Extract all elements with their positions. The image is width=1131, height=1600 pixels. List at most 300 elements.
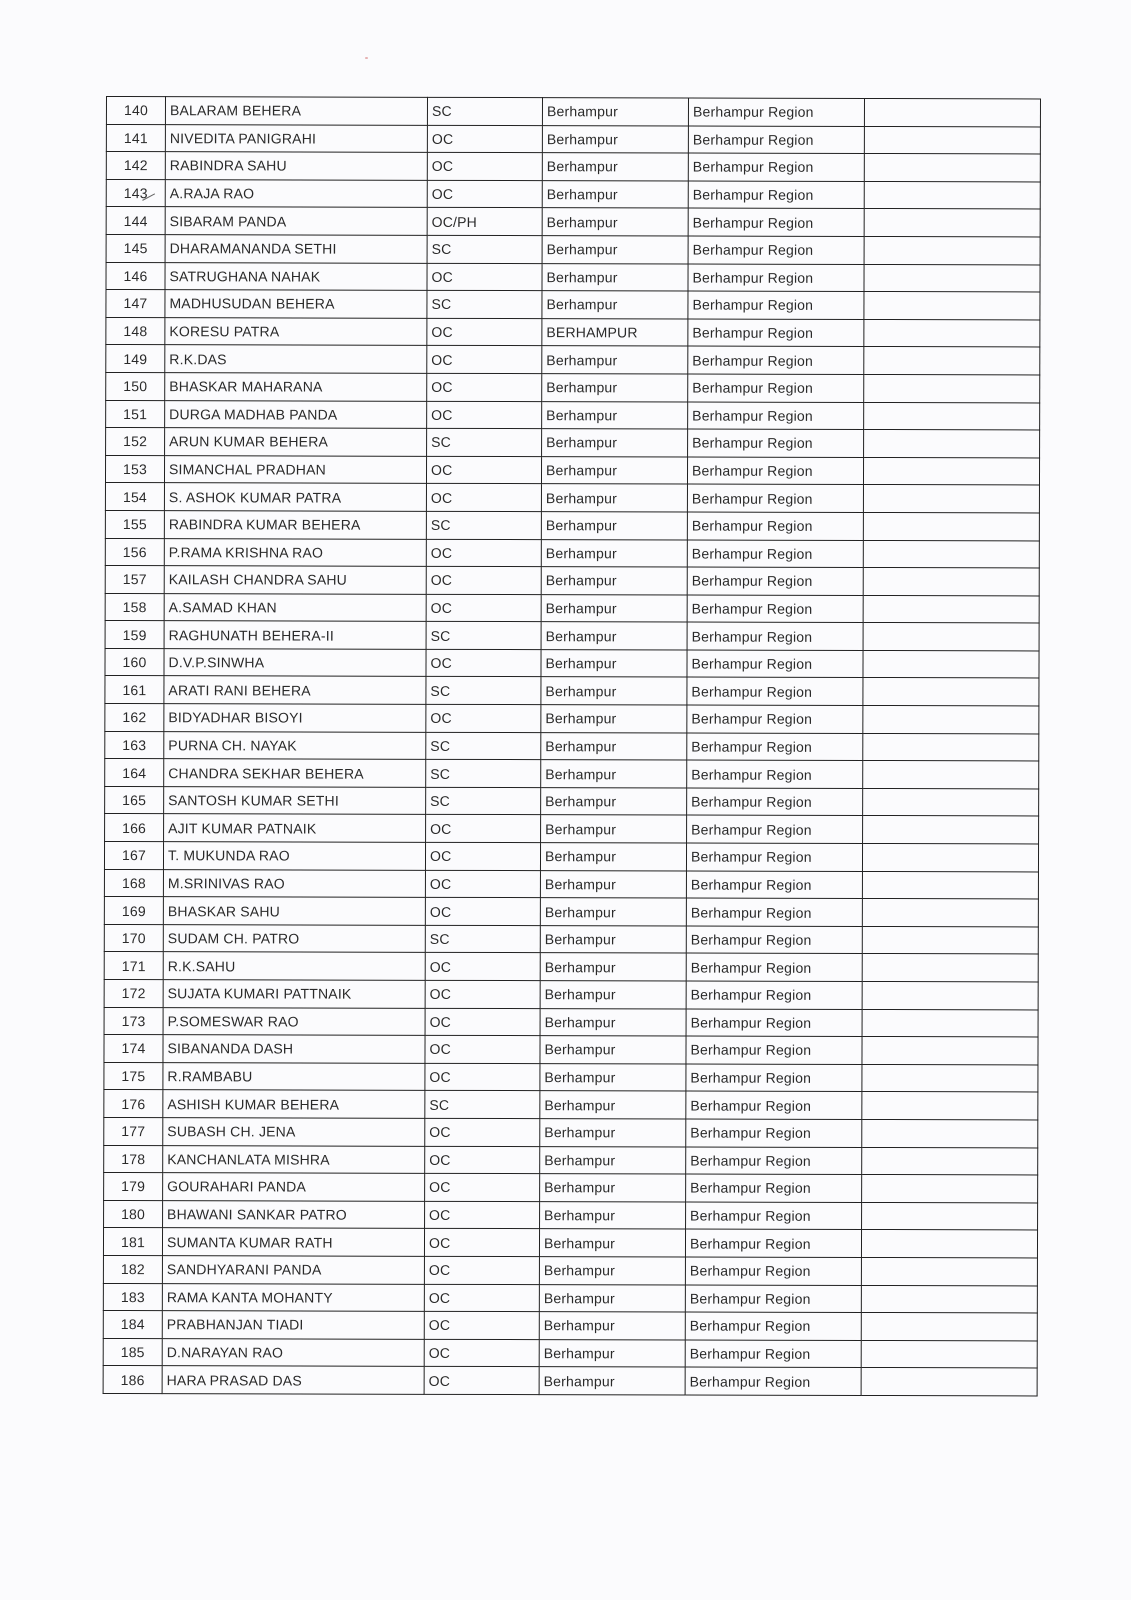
category-cell: OC: [426, 484, 541, 512]
employee-name-cell: AJIT KUMAR PATNAIK: [164, 814, 426, 842]
employee-name-cell: SUBASH CH. JENA: [163, 1118, 425, 1146]
table-row: [105, 483, 1039, 513]
table-row: [105, 648, 1039, 678]
remarks-cell: [861, 1257, 1037, 1285]
table-row: [103, 1255, 1037, 1285]
serial-number-cell: 173: [104, 1007, 163, 1035]
employee-name-cell: DHARAMANANDA SETHI: [165, 235, 427, 263]
serial-number-cell: 153: [105, 455, 164, 483]
region-cell: Berhampur Region: [686, 1064, 862, 1092]
table-row: [106, 262, 1040, 292]
serial-number-cell: 156: [105, 538, 164, 566]
employee-name-cell: SIBANANDA DASH: [163, 1035, 425, 1063]
place-cell: Berhampur: [541, 650, 687, 678]
remarks-cell: [863, 457, 1039, 485]
employee-name-cell: SANTOSH KUMAR SETHI: [164, 786, 426, 814]
remarks-cell: [862, 1037, 1038, 1065]
region-cell: Berhampur Region: [687, 760, 863, 788]
remarks-cell: [861, 1368, 1037, 1396]
table-row: [106, 400, 1040, 430]
table-row: [106, 124, 1040, 154]
category-cell: SC: [426, 677, 541, 705]
table-row: [104, 842, 1038, 872]
employee-name-cell: KORESU PATRA: [165, 317, 427, 345]
employee-name-cell: RAGHUNATH BEHERA-II: [164, 621, 426, 649]
region-cell: Berhampur Region: [688, 181, 864, 209]
region-cell: Berhampur Region: [687, 595, 863, 623]
serial-number-cell: 158: [105, 593, 164, 621]
table-row: [103, 1338, 1037, 1368]
category-cell: OC: [425, 842, 540, 870]
region-cell: Berhampur Region: [688, 346, 864, 374]
category-cell: OC: [426, 539, 541, 567]
place-cell: Berhampur: [540, 843, 686, 871]
category-cell: SC: [426, 732, 541, 760]
employee-name-cell: SIBARAM PANDA: [165, 207, 427, 235]
serial-number-cell: 170: [104, 924, 163, 952]
employee-name-cell: ARATI RANI BEHERA: [164, 676, 426, 704]
ink-speck: [365, 57, 368, 59]
roster-sheet: [103, 96, 1041, 1396]
remarks-cell: [864, 181, 1040, 209]
category-cell: SC: [426, 787, 541, 815]
remarks-cell: [861, 1230, 1037, 1258]
region-cell: Berhampur Region: [688, 208, 864, 236]
remarks-cell: [863, 816, 1039, 844]
place-cell: Berhampur: [539, 1229, 685, 1257]
table-row: [104, 1145, 1038, 1175]
employee-name-cell: RABINDRA KUMAR BEHERA: [164, 511, 426, 539]
place-cell: Berhampur: [541, 622, 687, 650]
remarks-cell: [864, 292, 1040, 320]
remarks-cell: [862, 1202, 1038, 1230]
place-cell: Berhampur: [541, 567, 687, 595]
region-cell: Berhampur Region: [685, 1340, 861, 1368]
place-cell: Berhampur: [542, 401, 688, 429]
table-row: [105, 676, 1039, 706]
serial-number-cell: 159: [105, 621, 164, 649]
category-cell: OC: [425, 1063, 540, 1091]
place-cell: Berhampur: [542, 374, 688, 402]
table-row: [106, 97, 1040, 127]
remarks-cell: [863, 540, 1039, 568]
remarks-cell: [864, 154, 1040, 182]
employee-name-cell: SUMANTA KUMAR RATH: [162, 1228, 424, 1256]
category-cell: OC: [427, 346, 542, 374]
place-cell: Berhampur: [541, 732, 687, 760]
category-cell: SC: [427, 235, 542, 263]
place-cell: Berhampur: [539, 1257, 685, 1285]
region-cell: Berhampur Region: [688, 236, 864, 264]
place-cell: Berhampur: [540, 870, 686, 898]
remarks-cell: [864, 319, 1040, 347]
place-cell: Berhampur: [540, 1063, 686, 1091]
category-cell: OC: [425, 953, 540, 981]
employee-name-cell: BIDYADHAR BISOYI: [164, 704, 426, 732]
region-cell: Berhampur Region: [685, 1367, 861, 1395]
serial-number-cell: 147: [106, 290, 165, 318]
employee-name-cell: P.SOMESWAR RAO: [163, 1007, 425, 1035]
remarks-cell: [863, 706, 1039, 734]
serial-number-cell: 182: [103, 1255, 162, 1283]
employee-name-cell: BALARAM BEHERA: [165, 97, 427, 125]
employee-name-cell: D.NARAYAN RAO: [162, 1338, 424, 1366]
serial-number-cell: 163: [105, 731, 164, 759]
serial-number-cell: 160: [105, 648, 164, 676]
category-cell: OC: [424, 1229, 539, 1257]
category-cell: OC: [425, 1036, 540, 1064]
region-cell: Berhampur Region: [688, 429, 864, 457]
serial-number-cell: 154: [105, 483, 164, 511]
region-cell: Berhampur Region: [687, 677, 863, 705]
employee-name-cell: BHAWANI SANKAR PATRO: [163, 1200, 425, 1228]
region-cell: Berhampur Region: [686, 981, 862, 1009]
region-cell: Berhampur Region: [687, 733, 863, 761]
table-row: [106, 152, 1040, 182]
serial-number-cell: 172: [104, 979, 163, 1007]
employee-name-cell: T. MUKUNDA RAO: [163, 842, 425, 870]
table-row: [105, 704, 1039, 734]
table-row: [104, 924, 1038, 954]
place-cell: Berhampur: [541, 705, 687, 733]
employee-name-cell: RAMA KANTA MOHANTY: [162, 1283, 424, 1311]
serial-number-cell: 152: [106, 428, 165, 456]
remarks-cell: [864, 374, 1040, 402]
table-row: [105, 786, 1039, 816]
region-cell: Berhampur Region: [686, 871, 862, 899]
region-cell: Berhampur Region: [686, 1036, 862, 1064]
table-row: [106, 317, 1040, 347]
region-cell: Berhampur Region: [685, 1229, 861, 1257]
region-cell: Berhampur Region: [688, 264, 864, 292]
place-cell: Berhampur: [542, 346, 688, 374]
remarks-cell: [864, 347, 1040, 375]
category-cell: SC: [425, 1091, 540, 1119]
table-row: [105, 621, 1039, 651]
table-row: [105, 538, 1039, 568]
category-cell: OC: [425, 980, 540, 1008]
serial-number-cell: 183: [103, 1283, 162, 1311]
serial-number-cell: 180: [104, 1200, 163, 1228]
employee-name-cell: A.RAJA RAO: [165, 179, 427, 207]
employee-name-cell: PRABHANJAN TIADI: [162, 1311, 424, 1339]
place-cell: Berhampur: [540, 953, 686, 981]
place-cell: Berhampur: [541, 456, 687, 484]
category-cell: OC: [425, 1201, 540, 1229]
place-cell: Berhampur: [542, 180, 688, 208]
employee-name-cell: SATRUGHANA NAHAK: [165, 262, 427, 290]
category-cell: SC: [427, 97, 542, 125]
place-cell: Berhampur: [540, 1146, 686, 1174]
place-cell: Berhampur: [542, 263, 688, 291]
place-cell: Berhampur: [540, 1091, 686, 1119]
place-cell: Berhampur: [539, 1284, 685, 1312]
region-cell: Berhampur Region: [687, 540, 863, 568]
table-row: [106, 179, 1040, 209]
category-cell: OC: [426, 815, 541, 843]
serial-number-cell: 164: [105, 759, 164, 787]
table-row: [105, 814, 1039, 844]
employee-name-cell: NIVEDITA PANIGRAHI: [165, 124, 427, 152]
table-row: [106, 234, 1040, 264]
table-row: [104, 1090, 1038, 1120]
place-cell: Berhampur: [539, 1312, 685, 1340]
region-cell: Berhampur Region: [686, 1174, 862, 1202]
remarks-cell: [862, 954, 1038, 982]
serial-number-cell: 167: [104, 842, 163, 870]
employee-name-cell: S. ASHOK KUMAR PATRA: [164, 483, 426, 511]
table-row: [105, 731, 1039, 761]
employee-name-cell: SIMANCHAL PRADHAN: [164, 455, 426, 483]
serial-number-cell: 145: [106, 234, 165, 262]
serial-number-cell: 168: [104, 869, 163, 897]
remarks-cell: [862, 1175, 1038, 1203]
table-row: [104, 952, 1038, 982]
category-cell: OC: [425, 1008, 540, 1036]
region-cell: Berhampur Region: [686, 953, 862, 981]
remarks-cell: [862, 1064, 1038, 1092]
category-cell: SC: [426, 511, 541, 539]
category-cell: SC: [427, 290, 542, 318]
remarks-cell: [864, 402, 1040, 430]
category-cell: OC: [425, 1173, 540, 1201]
region-cell: Berhampur Region: [686, 843, 862, 871]
category-cell: OC: [426, 649, 541, 677]
region-cell: Berhampur Region: [685, 1257, 861, 1285]
place-cell: Berhampur: [539, 1367, 685, 1395]
employee-name-cell: GOURAHARI PANDA: [163, 1173, 425, 1201]
region-cell: Berhampur Region: [688, 291, 864, 319]
place-cell: Berhampur: [540, 898, 686, 926]
employee-name-cell: MADHUSUDAN BEHERA: [165, 290, 427, 318]
remarks-cell: [864, 126, 1040, 154]
table-row: [106, 372, 1040, 402]
employee-name-cell: HARA PRASAD DAS: [162, 1366, 424, 1394]
table-row: [104, 869, 1038, 899]
category-cell: OC: [427, 373, 542, 401]
category-cell: OC: [425, 898, 540, 926]
remarks-cell: [862, 981, 1038, 1009]
place-cell: Berhampur: [540, 981, 686, 1009]
employee-name-cell: KANCHANLATA MISHRA: [163, 1145, 425, 1173]
serial-number-cell: 185: [103, 1338, 162, 1366]
category-cell: OC: [426, 456, 541, 484]
place-cell: Berhampur: [541, 677, 687, 705]
remarks-cell: [864, 264, 1040, 292]
region-cell: Berhampur Region: [687, 484, 863, 512]
region-cell: Berhampur Region: [688, 374, 864, 402]
remarks-cell: [864, 430, 1040, 458]
place-cell: Berhampur: [541, 760, 687, 788]
region-cell: Berhampur Region: [687, 650, 863, 678]
remarks-cell: [862, 1092, 1038, 1120]
remarks-cell: [863, 595, 1039, 623]
table-row: [106, 428, 1040, 458]
table-row: [104, 897, 1038, 927]
table-row: [104, 979, 1038, 1009]
remarks-cell: [864, 236, 1040, 264]
region-cell: Berhampur Region: [688, 153, 864, 181]
place-cell: Berhampur: [540, 1008, 686, 1036]
serial-number-cell: 176: [104, 1090, 163, 1118]
employee-name-cell: PURNA CH. NAYAK: [164, 731, 426, 759]
remarks-cell: [861, 1340, 1037, 1368]
place-cell: Berhampur: [540, 1036, 686, 1064]
employee-name-cell: ASHISH KUMAR BEHERA: [163, 1090, 425, 1118]
table-row: [104, 1117, 1038, 1147]
region-cell: Berhampur Region: [687, 512, 863, 540]
serial-number-cell: 174: [104, 1035, 163, 1063]
remarks-cell: [862, 926, 1038, 954]
remarks-cell: [863, 788, 1039, 816]
region-cell: Berhampur Region: [686, 898, 862, 926]
serial-number-cell: 186: [103, 1366, 162, 1394]
serial-number-cell: 142: [106, 152, 165, 180]
category-cell: OC: [426, 594, 541, 622]
category-cell: OC: [427, 153, 542, 181]
serial-number-cell: 175: [104, 1062, 163, 1090]
serial-number-cell: 184: [103, 1311, 162, 1339]
region-cell: Berhampur Region: [686, 1091, 862, 1119]
place-cell: Berhampur: [542, 236, 688, 264]
region-cell: Berhampur Region: [687, 705, 863, 733]
category-cell: OC: [424, 1256, 539, 1284]
category-cell: OC: [424, 1284, 539, 1312]
place-cell: Berhampur: [541, 594, 687, 622]
place-cell: Berhampur: [542, 125, 688, 153]
serial-number-cell: 144: [106, 207, 165, 235]
category-cell: OC: [426, 704, 541, 732]
category-cell: OC: [426, 566, 541, 594]
employee-name-cell: CHANDRA SEKHAR BEHERA: [164, 759, 426, 787]
place-cell: Berhampur: [540, 1119, 686, 1147]
serial-number-cell: 161: [105, 676, 164, 704]
serial-number-cell: 151: [106, 400, 165, 428]
region-cell: Berhampur Region: [686, 1119, 862, 1147]
serial-number-cell: 162: [105, 704, 164, 732]
place-cell: Berhampur: [542, 429, 688, 457]
place-cell: Berhampur: [541, 539, 687, 567]
place-cell: Berhampur: [542, 208, 688, 236]
serial-number-cell: 140: [106, 97, 165, 125]
employee-name-cell: SUDAM CH. PATRO: [163, 924, 425, 952]
place-cell: Berhampur: [541, 512, 687, 540]
employee-name-cell: R.K.SAHU: [163, 952, 425, 980]
region-cell: Berhampur Region: [688, 126, 864, 154]
table-row: [103, 1311, 1037, 1341]
table-row: [104, 1035, 1038, 1065]
category-cell: OC: [427, 318, 542, 346]
employee-name-cell: R.K.DAS: [165, 345, 427, 373]
region-cell: Berhampur Region: [687, 567, 863, 595]
table-row: [104, 1173, 1038, 1203]
category-cell: OC: [424, 1339, 539, 1367]
remarks-cell: [863, 568, 1039, 596]
roster-table: [103, 96, 1041, 1396]
place-cell: Berhampur: [542, 98, 688, 126]
remarks-cell: [863, 623, 1039, 651]
remarks-cell: [862, 871, 1038, 899]
region-cell: Berhampur Region: [688, 98, 864, 126]
table-row: [106, 345, 1040, 375]
employee-name-cell: BHASKAR SAHU: [163, 897, 425, 925]
category-cell: OC: [427, 263, 542, 291]
table-row: [105, 759, 1039, 789]
category-cell: OC: [427, 125, 542, 153]
serial-number-cell: 177: [104, 1117, 163, 1145]
employee-name-cell: BHASKAR MAHARANA: [165, 373, 427, 401]
region-cell: Berhampur Region: [685, 1285, 861, 1313]
remarks-cell: [863, 485, 1039, 513]
table-row: [104, 1062, 1038, 1092]
category-cell: OC: [425, 1118, 540, 1146]
remarks-cell: [862, 1009, 1038, 1037]
table-row: [103, 1228, 1037, 1258]
serial-number-cell: 166: [105, 814, 164, 842]
serial-number-cell: 179: [104, 1173, 163, 1201]
employee-name-cell: R.RAMBABU: [163, 1062, 425, 1090]
category-cell: SC: [425, 925, 540, 953]
remarks-cell: [861, 1313, 1037, 1341]
region-cell: Berhampur Region: [686, 926, 862, 954]
remarks-cell: [863, 650, 1039, 678]
table-row: [105, 510, 1039, 540]
place-cell: BERHAMPUR: [542, 318, 688, 346]
table-row: [103, 1366, 1037, 1396]
region-cell: Berhampur Region: [687, 457, 863, 485]
serial-number-cell: 141: [106, 124, 165, 152]
place-cell: Berhampur: [540, 1174, 686, 1202]
region-cell: Berhampur Region: [686, 1009, 862, 1037]
employee-name-cell: ARUN KUMAR BEHERA: [165, 428, 427, 456]
remarks-cell: [862, 1119, 1038, 1147]
remarks-cell: [862, 1147, 1038, 1175]
place-cell: Berhampur: [542, 291, 688, 319]
category-cell: OC: [424, 1367, 539, 1395]
serial-number-cell: 148: [106, 317, 165, 345]
category-cell: SC: [426, 760, 541, 788]
remarks-cell: [863, 678, 1039, 706]
employee-name-cell: P.RAMA KRISHNA RAO: [164, 538, 426, 566]
table-row: [105, 593, 1039, 623]
remarks-cell: [862, 899, 1038, 927]
serial-number-cell: 169: [104, 897, 163, 925]
serial-number-cell: 171: [104, 952, 163, 980]
place-cell: Berhampur: [540, 925, 686, 953]
remarks-cell: [864, 209, 1040, 237]
employee-name-cell: D.V.P.SINWHA: [164, 649, 426, 677]
region-cell: Berhampur Region: [688, 402, 864, 430]
place-cell: Berhampur: [539, 1339, 685, 1367]
place-cell: Berhampur: [541, 787, 687, 815]
roster-table-body: [103, 97, 1040, 1396]
place-cell: Berhampur: [542, 153, 688, 181]
table-row: [105, 566, 1039, 596]
serial-number-cell: 165: [105, 786, 164, 814]
serial-number-cell: 149: [106, 345, 165, 373]
employee-name-cell: SANDHYARANI PANDA: [162, 1256, 424, 1284]
remarks-cell: [863, 761, 1039, 789]
employee-name-cell: RABINDRA SAHU: [165, 152, 427, 180]
employee-name-cell: DURGA MADHAB PANDA: [165, 400, 427, 428]
table-row: [106, 207, 1040, 237]
serial-number-cell: 146: [106, 262, 165, 290]
region-cell: Berhampur Region: [687, 622, 863, 650]
region-cell: Berhampur Region: [687, 788, 863, 816]
remarks-cell: [863, 733, 1039, 761]
category-cell: OC: [427, 401, 542, 429]
employee-name-cell: KAILASH CHANDRA SAHU: [164, 566, 426, 594]
